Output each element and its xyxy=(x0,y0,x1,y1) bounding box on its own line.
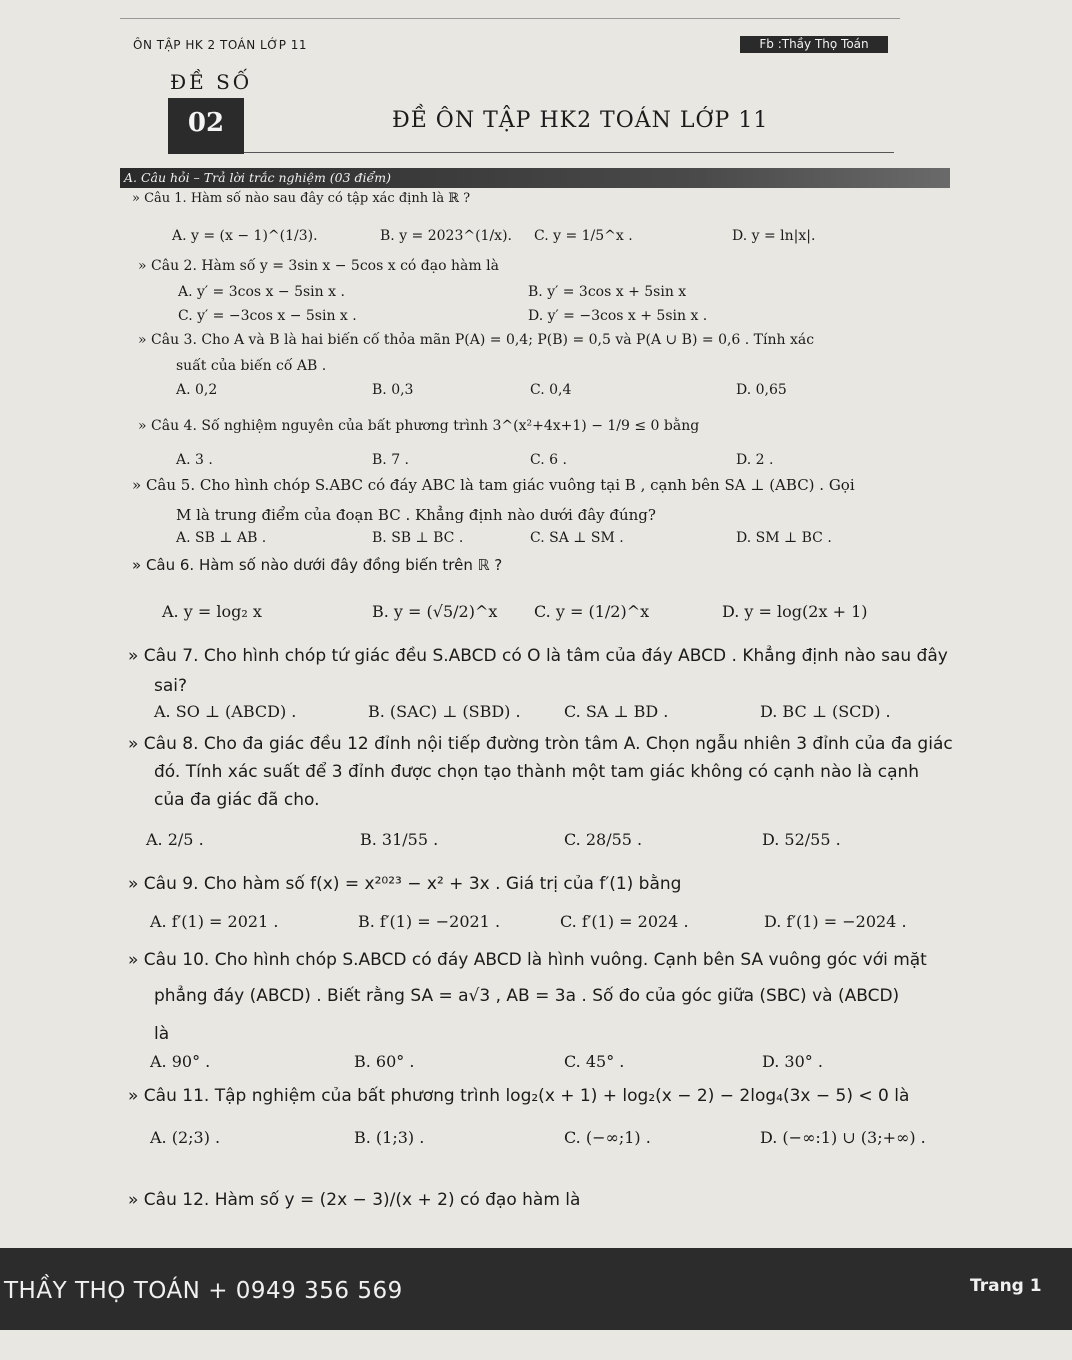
question-11-option-a: A. (2;3) . xyxy=(150,1128,221,1147)
question-1-option-b: B. y = 2023^(1/x). xyxy=(380,228,512,244)
question-3-option-c: C. 0,4 xyxy=(530,382,572,398)
question-3-option-a: A. 0,2 xyxy=(176,382,218,398)
question-8-stem-cont-2: của đa giác đã cho. xyxy=(154,790,320,810)
footer-contact: THẦY THỌ TOÁN + 0949 356 569 xyxy=(4,1278,403,1304)
question-6-option-b: B. y = (√5/2)^x xyxy=(372,602,498,621)
question-7-stem: » Câu 7. Cho hình chóp tứ giác đều S.ABCD có O là tâm của đáy ABCD . Khẳng định nào sau đây xyxy=(128,646,948,666)
question-8-option-d: D. 52/55 . xyxy=(762,830,841,849)
section-title: A. Câu hỏi – Trả lời trắc nghiệm (03 điểm) xyxy=(124,170,391,185)
question-1-option-d: D. y = ln|x|. xyxy=(732,228,816,244)
question-5-option-a: A. SB ⊥ AB . xyxy=(176,530,267,546)
question-7-option-d: D. BC ⊥ (SCD) . xyxy=(760,702,891,721)
question-7-option-b: B. (SAC) ⊥ (SBD) . xyxy=(368,702,521,721)
question-2-option-a: A. y′ = 3cos x − 5sin x . xyxy=(178,284,345,300)
question-2-option-b: B. y′ = 3cos x + 5sin x xyxy=(528,284,687,300)
title-rule xyxy=(244,152,894,153)
question-8-stem-cont: đó. Tính xác suất để 3 đỉnh được chọn tạo thành một tam giác không có cạnh nào là cạnh xyxy=(154,762,920,782)
question-9-option-b: B. f′(1) = −2021 . xyxy=(358,912,501,931)
question-2-stem: » Câu 2. Hàm số y = 3sin x − 5cos x có đạo hàm là xyxy=(138,258,499,274)
question-11-stem: » Câu 11. Tập nghiệm của bất phương trình log₂(x + 1) + log₂(x − 2) − 2log₄(3x − 5) < 0 là xyxy=(128,1086,910,1106)
exam-number: 02 xyxy=(168,98,244,154)
question-10-stem: » Câu 10. Cho hình chóp S.ABCD có đáy ABCD là hình vuông. Cạnh bên SA vuông góc với mặt xyxy=(128,950,927,970)
question-7-stem-cont: sai? xyxy=(154,676,188,696)
question-11-option-b: B. (1;3) . xyxy=(354,1128,425,1147)
author-tag: Fb :Thầy Thọ Toán xyxy=(740,36,888,53)
question-9-option-c: C. f′(1) = 2024 . xyxy=(560,912,689,931)
question-3-option-b: B. 0,3 xyxy=(372,382,414,398)
question-7-option-a: A. SO ⊥ (ABCD) . xyxy=(154,702,297,721)
question-6-stem: » Câu 6. Hàm số nào dưới đây đồng biến trên ℝ ? xyxy=(132,556,503,574)
question-4-option-d: D. 2 . xyxy=(736,452,774,468)
header-rule xyxy=(120,18,900,19)
question-9-option-a: A. f′(1) = 2021 . xyxy=(150,912,279,931)
page-title: ĐỀ ÔN TẬP HK2 TOÁN LỚP 11 xyxy=(392,108,769,133)
exam-label: ĐỀ SỐ xyxy=(170,70,253,94)
question-8-option-c: C. 28/55 . xyxy=(564,830,643,849)
question-3-stem: » Câu 3. Cho A và B là hai biến cố thỏa mãn P(A) = 0,4; P(B) = 0,5 và P(A ∪ B) = 0,6 . Tính xác xyxy=(138,332,815,348)
question-10-option-b: B. 60° . xyxy=(354,1052,415,1071)
question-8-option-a: A. 2/5 . xyxy=(146,830,204,849)
page-number: Trang 1 xyxy=(970,1276,1042,1296)
question-4-option-a: A. 3 . xyxy=(176,452,213,468)
question-3-stem-cont: suất của biến cố AB . xyxy=(176,358,327,374)
question-10-stem-cont: phẳng đáy (ABCD) . Biết rằng SA = a√3 , AB = 3a . Số đo của góc giữa (SBC) và (ABCD) xyxy=(154,986,900,1006)
question-6-option-d: D. y = log(2x + 1) xyxy=(722,602,868,621)
question-2-option-d: D. y′ = −3cos x + 5sin x . xyxy=(528,308,708,324)
question-5-option-b: B. SB ⊥ BC . xyxy=(372,530,464,546)
question-6-option-c: C. y = (1/2)^x xyxy=(534,602,650,621)
question-4-option-c: C. 6 . xyxy=(530,452,567,468)
question-10-option-d: D. 30° . xyxy=(762,1052,823,1071)
question-12-stem: » Câu 12. Hàm số y = (2x − 3)/(x + 2) có đạo hàm là xyxy=(128,1190,581,1210)
question-7-option-c: C. SA ⊥ BD . xyxy=(564,702,669,721)
question-11-option-c: C. (−∞;1) . xyxy=(564,1128,651,1147)
question-5-option-c: C. SA ⊥ SM . xyxy=(530,530,624,546)
question-10-stem-cont-2: là xyxy=(154,1024,170,1044)
question-10-option-c: C. 45° . xyxy=(564,1052,625,1071)
question-5-stem-cont: M là trung điểm của đoạn BC . Khẳng định nào dưới đây đúng? xyxy=(176,506,656,524)
series-label: ÔN TẬP HK 2 TOÁN LỚP 11 xyxy=(133,38,308,52)
question-4-option-b: B. 7 . xyxy=(372,452,409,468)
question-2-option-c: C. y′ = −3cos x − 5sin x . xyxy=(178,308,357,324)
question-6-option-a: A. y = log₂ x xyxy=(162,602,262,621)
question-1-option-c: C. y = 1/5^x . xyxy=(534,228,633,244)
question-9-stem: » Câu 9. Cho hàm số f(x) = x²⁰²³ − x² + 3x . Giá trị của f′(1) bằng xyxy=(128,874,682,894)
question-5-option-d: D. SM ⊥ BC . xyxy=(736,530,832,546)
question-11-option-d: D. (−∞:1) ∪ (3;+∞) . xyxy=(760,1128,926,1147)
question-10-option-a: A. 90° . xyxy=(150,1052,211,1071)
question-8-option-b: B. 31/55 . xyxy=(360,830,439,849)
question-1-option-a: A. y = (x − 1)^(1/3). xyxy=(172,228,318,244)
question-8-stem: » Câu 8. Cho đa giác đều 12 đỉnh nội tiếp đường tròn tâm A. Chọn ngẫu nhiên 3 đỉnh của đa giác xyxy=(128,734,953,754)
question-4-stem: » Câu 4. Số nghiệm nguyên của bất phương trình 3^(x²+4x+1) − 1/9 ≤ 0 bằng xyxy=(138,418,700,434)
question-5-stem: » Câu 5. Cho hình chóp S.ABC có đáy ABC là tam giác vuông tại B , cạnh bên SA ⊥ (ABC) . Gọi xyxy=(132,476,855,494)
question-1-stem: » Câu 1. Hàm số nào sau đây có tập xác định là ℝ ? xyxy=(132,191,471,206)
question-3-option-d: D. 0,65 xyxy=(736,382,787,398)
question-9-option-d: D. f′(1) = −2024 . xyxy=(764,912,907,931)
